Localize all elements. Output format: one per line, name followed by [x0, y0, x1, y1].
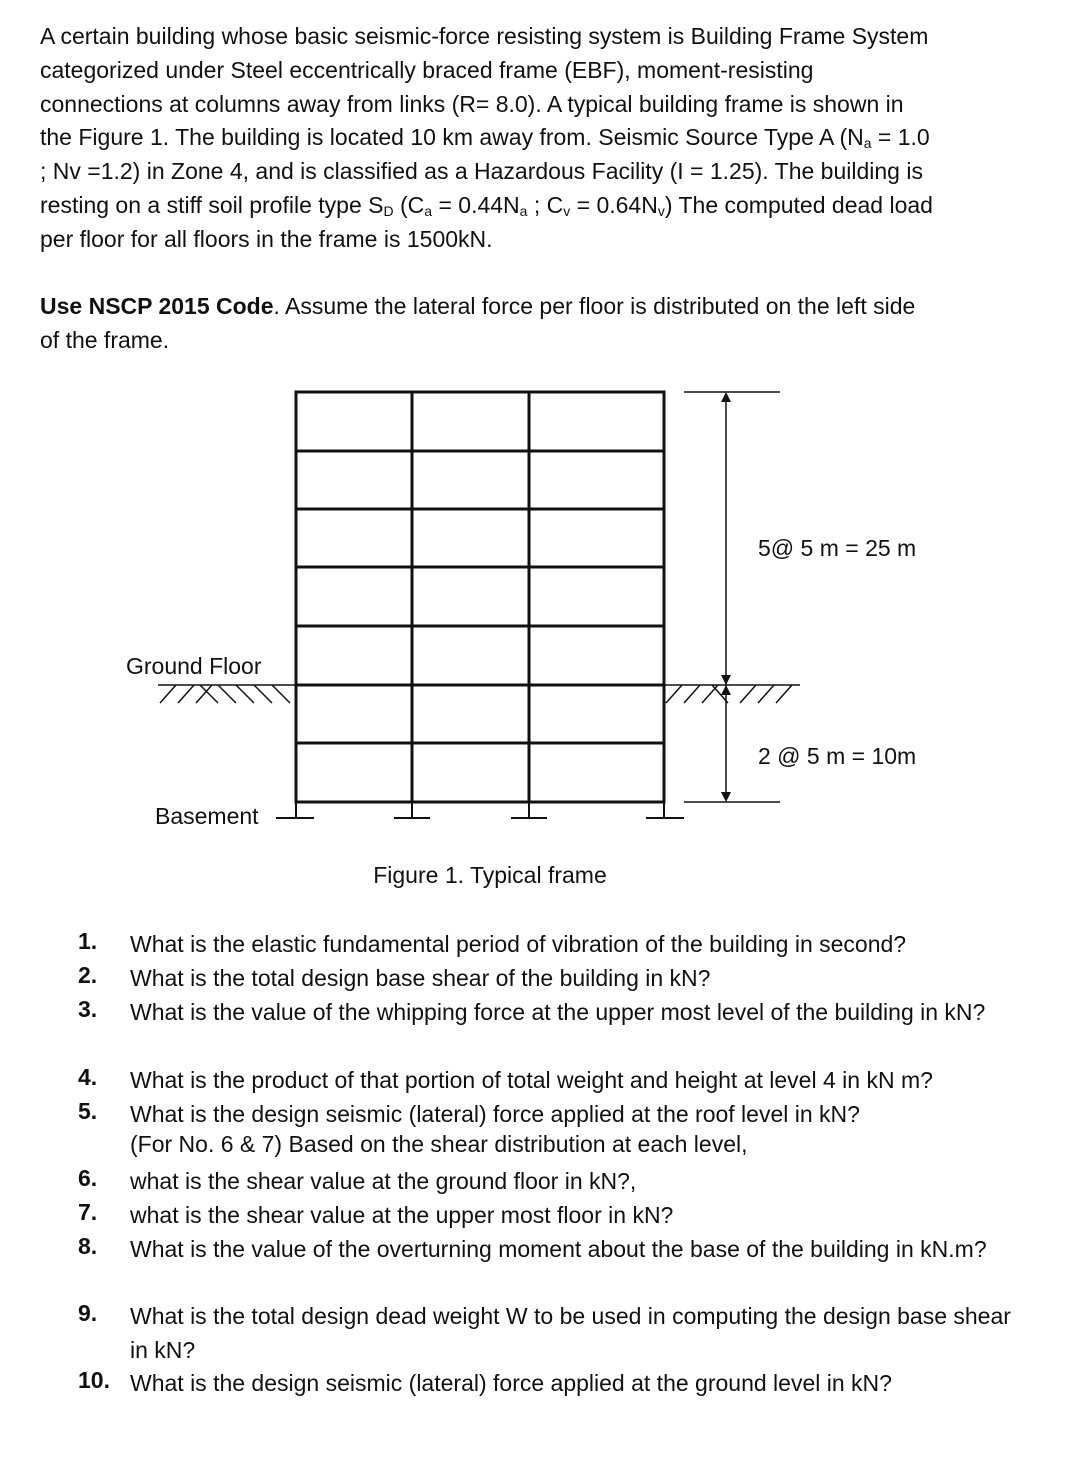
text: = 0.64N — [570, 191, 658, 218]
problem-statement — [40, 20, 1026, 257]
question-number: 9. — [78, 1300, 98, 1326]
ground-hatch-left — [158, 685, 296, 703]
text: (C — [393, 191, 425, 218]
columns — [412, 392, 529, 802]
word: braced — [422, 56, 493, 83]
text: . Assume the lateral force per floor is distributed on the left side — [273, 293, 916, 319]
frame-figure — [0, 370, 1080, 840]
ground-hatch-right — [664, 685, 800, 703]
subscript: a — [519, 202, 528, 219]
frame-outline — [296, 392, 664, 802]
problem-line-4 — [40, 121, 1026, 155]
word: under — [165, 56, 225, 83]
word: frame — [499, 56, 558, 83]
subscript: v — [657, 202, 665, 219]
question-number: 3. — [78, 996, 98, 1022]
ground-floor-label: Ground Floor — [126, 653, 262, 679]
code-name: Use NSCP 2015 Code — [40, 293, 274, 319]
text: = 0.44N — [432, 191, 520, 218]
text: ) The computed dead load — [664, 191, 933, 218]
question-text: What is the value of the whipping force at the upper most level of the building in kN? — [130, 999, 986, 1025]
question-number: 2. — [78, 962, 98, 988]
word: categorized — [40, 56, 159, 83]
problem-line-1: A certain building whose basic seismic-force resisting system is Building Frame System — [40, 23, 929, 49]
problem-line-3: connections at columns away from links (R= 8.0). A typical building frame is shown in — [40, 90, 904, 117]
question-text: What is the product of that portion of total weight and height at level 4 in kN m? — [130, 1067, 933, 1093]
question-number: 5. — [78, 1098, 98, 1124]
question-number: 7. — [78, 1199, 98, 1225]
subscript: D — [383, 202, 394, 219]
text: resting on a stiff soil profile type S — [40, 191, 384, 218]
question-text: what is the shear value at the upper most floor in kN? — [130, 1202, 674, 1228]
text: the Figure 1. The building is located 10 km away from. Seismic Source Type A (N — [40, 124, 864, 151]
problem-line-5: ; Nv =1.2) in Zone 4, and is classified as a Hazardous Facility (I = 1.25). The building is — [40, 158, 923, 185]
question-text: what is the shear value at the ground floor in kN?, — [130, 1168, 637, 1194]
instruction-line-2: of the frame. — [40, 326, 170, 353]
footings — [280, 802, 684, 818]
question-number: 1. — [78, 928, 98, 954]
question-note-text: (For No. 6 & 7) Based on the shear distribution at each level, — [130, 1131, 748, 1157]
basement-label: Basement — [155, 803, 259, 829]
instruction-line-1 — [40, 290, 1026, 324]
subscript: a — [863, 135, 872, 152]
question-text: What is the value of the overturning moment about the base of the building in kN.m? — [130, 1236, 987, 1262]
problem-line-6 — [40, 189, 1026, 223]
question-text: What is the design seismic (lateral) force applied at the roof level in kN? — [130, 1101, 860, 1127]
word: Steel — [230, 56, 283, 83]
question-text: What is the total design base shear of the building in kN? — [130, 965, 711, 991]
word: eccentrically — [289, 56, 416, 83]
floor-lines — [296, 451, 664, 743]
question-text: What is the total design dead weight W to be used in computing the design base shear in kN? — [130, 1303, 1011, 1363]
word: moment-resisting — [637, 56, 814, 83]
question-number: 6. — [78, 1165, 98, 1191]
question-number: 4. — [78, 1064, 98, 1090]
upper-dimension-label: 5@ 5 m = 25 m — [758, 535, 917, 561]
question-number: 8. — [78, 1233, 98, 1259]
problem-line-7: per floor for all floors in the frame is 1500kN. — [40, 225, 493, 252]
subscript: a — [424, 202, 433, 219]
lower-dimension-label: 2 @ 5 m = 10m — [758, 743, 917, 769]
question-text: What is the elastic fundamental period of vibration of the building in second? — [130, 931, 907, 957]
question-text: What is the design seismic (lateral) force applied at the ground level in kN? — [130, 1370, 892, 1396]
code-instruction — [40, 290, 1026, 358]
figure-caption: Figure 1. Typical frame — [373, 862, 607, 888]
word: (EBF), — [564, 56, 631, 83]
text: ; C — [527, 191, 564, 218]
question-number: 10. — [78, 1367, 110, 1393]
text: = 1.0 — [871, 124, 930, 151]
dimension-lines — [684, 392, 780, 802]
subscript: v — [563, 202, 571, 219]
problem-line-2 — [40, 54, 1026, 88]
